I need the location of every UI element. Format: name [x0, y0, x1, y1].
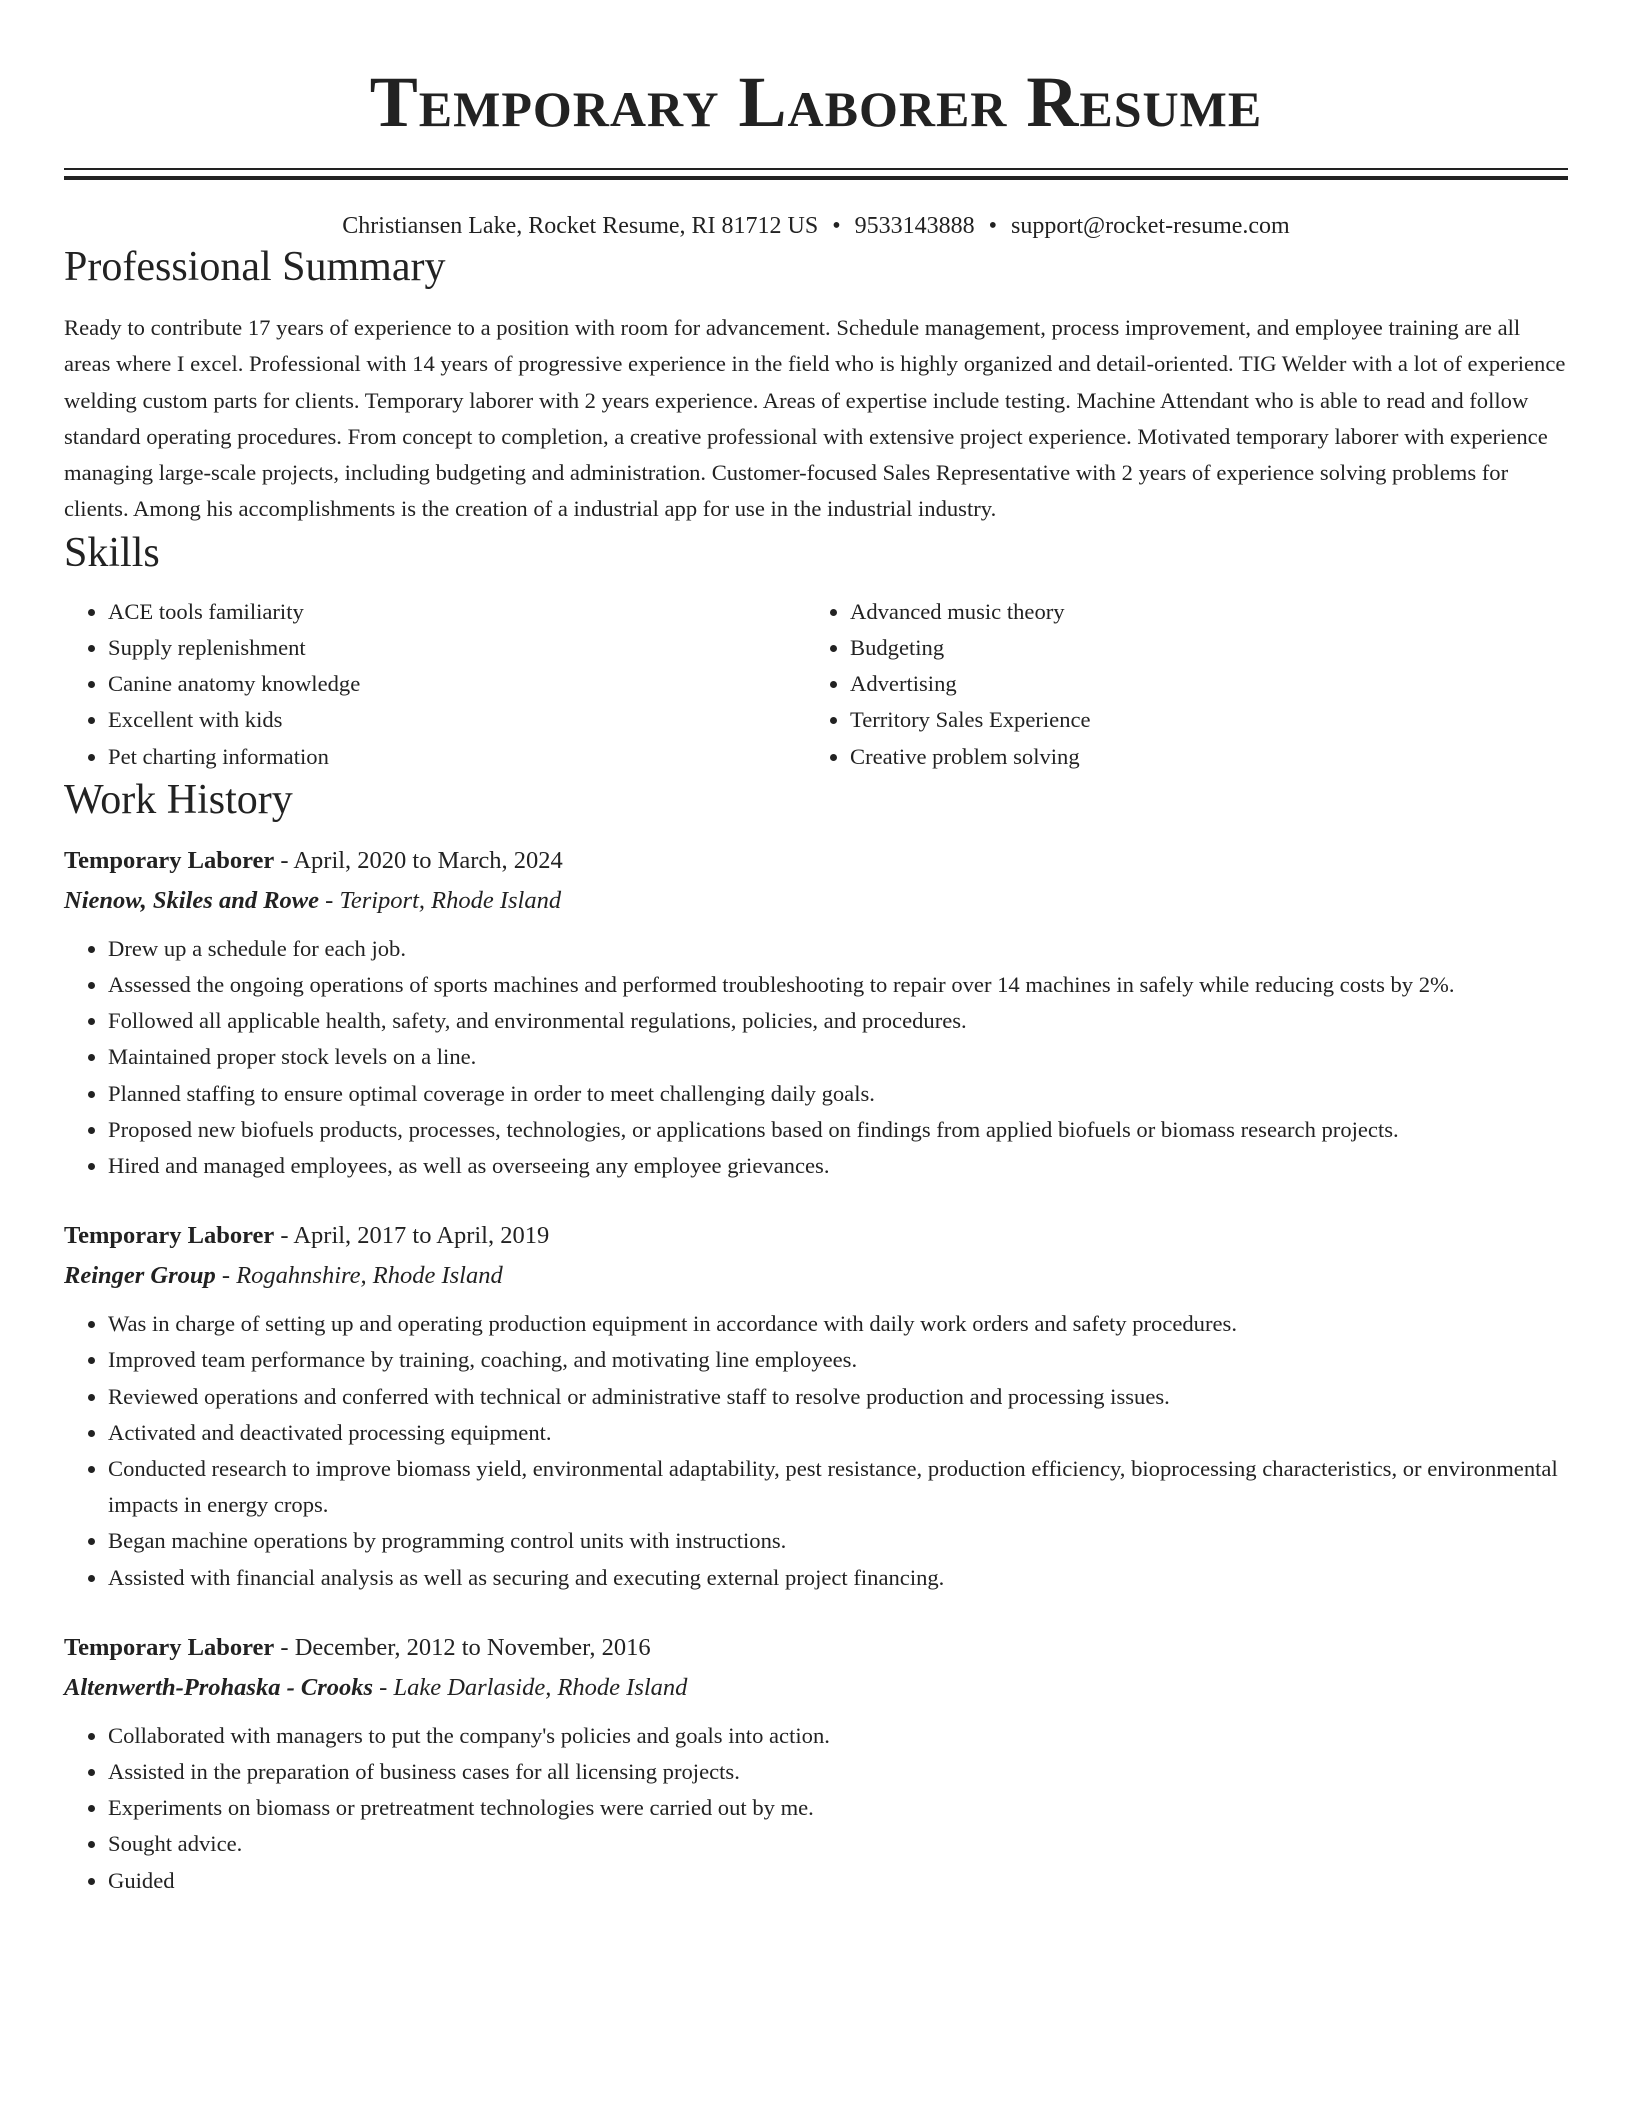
job-bullet: • Improved team performance by training, coaching, and motivating line employees.: [108, 1342, 1568, 1378]
resume-title: Temporary Laborer Resume: [369, 62, 1263, 142]
job-location: Rogahnshire, Rhode Island: [236, 1262, 503, 1290]
job-title-line: Temporary Laborer - April, 2017 to April, 2019: [64, 1222, 550, 1250]
job-bullet: • Sought advice.: [108, 1826, 1568, 1862]
contact-line: [64, 210, 1568, 242]
skills-column-left: [64, 594, 806, 775]
job-company: Reinger Group: [64, 1262, 216, 1290]
job-bullet: • Reviewed operations and conferred with technical or administrative staff to resolve production and processing issues.: [108, 1379, 1568, 1415]
title-rule-thick: [64, 176, 1568, 180]
skill-item: • Advanced music theory: [850, 594, 1548, 630]
job-company: Nienow, Skiles and Rowe: [64, 886, 320, 914]
summary-text: Ready to contribute 17 years of experience to a position with room for advancement. Schedule management, process improvement, and employee training are all areas where I excel. Professional with 14 years of progressive experience in the field who is highly organized and detail-oriented. TIG Welder with a lot of experience welding custom parts for clients. Temporary laborer with 2 years experience. Areas of expertise include testing. Machine Attendant who is able to read and follow standard operating procedures. From concept to completion, a creative professional with extensive project experience. Motivated temporary laborer with experience managing large-scale projects, including budgeting and administration. Customer-focused Sales Representative with 2 years of experience solving problems for clients. Among his accomplishments is the creation of a industrial app for use in the industrial industry.: [64, 315, 1566, 522]
job-bullet: • Assessed the ongoing operations of sports machines and performed troubleshooting to repair over 14 machines in safely while reducing costs by 2%.: [108, 967, 1568, 1003]
job-bullets: [64, 931, 1568, 1184]
job-bullet: • Guided: [108, 1863, 1568, 1899]
skill-item: • Canine anatomy knowledge: [108, 666, 806, 702]
job-dates: December, 2012 to November, 2016: [294, 1633, 651, 1661]
job-title: Temporary Laborer: [64, 846, 275, 874]
job-bullet: • Conducted research to improve biomass yield, environmental adaptability, pest resistance, production efficiency, bioprocessing characteristics, or environmental impacts in energy crops.: [108, 1451, 1568, 1523]
job-company-line: Reinger Group - Rogahnshire, Rhode Island: [64, 1262, 503, 1290]
skill-item: • Creative problem solving: [850, 739, 1548, 775]
job-company: Altenwerth-Prohaska - Crooks: [64, 1673, 374, 1701]
summary-heading: Professional Summary: [64, 244, 446, 290]
job-bullet: • Was in charge of setting up and operating production equipment in accordance with daily work orders and safety procedures.: [108, 1306, 1568, 1342]
job-bullet: • Hired and managed employees, as well as overseeing any employee grievances.: [108, 1148, 1568, 1184]
job-bullet: • Followed all applicable health, safety, and environmental regulations, policies, and procedures.: [108, 1003, 1568, 1039]
job-bullet: • Assisted with financial analysis as well as securing and executing external project financing.: [108, 1560, 1568, 1596]
skills-list: [64, 594, 1568, 775]
contact-separator: •: [832, 213, 841, 239]
job-location: Lake Darlaside, Rhode Island: [393, 1673, 688, 1701]
contact-separator: •: [988, 213, 998, 239]
job-entry: [64, 841, 1568, 1184]
job-bullet: • Assisted in the preparation of business cases for all licensing projects.: [108, 1754, 1568, 1790]
skill-item: • ACE tools familiarity: [108, 594, 806, 630]
contact-phone: 9533143888: [854, 213, 975, 239]
job-bullets: [64, 1306, 1568, 1596]
job-bullet: • Planned staffing to ensure optimal coverage in order to meet challenging daily goals.: [108, 1076, 1568, 1112]
title-rule-thin: [64, 168, 1568, 170]
skill-item: • Advertising: [850, 666, 1548, 702]
job-company-line: Altenwerth-Prohaska - Crooks - Lake Darlaside, Rhode Island: [64, 1673, 688, 1701]
job-location: Teriport, Rhode Island: [339, 886, 562, 914]
contact-address: Christiansen Lake, Rocket Resume, RI 81712 US: [342, 213, 819, 239]
job-company-line: Nienow, Skiles and Rowe - Teriport, Rhode Island: [64, 886, 562, 914]
job-entry: [64, 1216, 1568, 1596]
skill-item: • Pet charting information: [108, 739, 806, 775]
work-history-heading: Work History: [64, 776, 293, 823]
skill-item: • Budgeting: [850, 630, 1548, 666]
job-bullet: • Maintained proper stock levels on a line.: [108, 1039, 1568, 1075]
resume-page: [64, 0, 1568, 1899]
job-bullet: • Proposed new biofuels products, processes, technologies, or applications based on findings from applied biofuels or biomass research projects.: [108, 1112, 1568, 1148]
skill-item: • Excellent with kids: [108, 702, 806, 738]
skills-column-right: [806, 594, 1548, 775]
job-title: Temporary Laborer: [64, 1222, 275, 1250]
job-bullet: • Collaborated with managers to put the company's policies and goals into action.: [108, 1718, 1568, 1754]
job-title-line: Temporary Laborer - December, 2012 to November, 2016: [64, 1633, 651, 1661]
job-dates: April, 2020 to March, 2024: [293, 846, 563, 874]
job-title-line: Temporary Laborer - April, 2020 to March, 2024: [64, 846, 563, 874]
skills-heading: Skills: [64, 529, 160, 576]
job-title: Temporary Laborer: [64, 1633, 275, 1661]
skill-item: • Supply replenishment: [108, 630, 806, 666]
skill-item: • Territory Sales Experience: [850, 702, 1548, 738]
job-bullet: • Drew up a schedule for each job.: [108, 931, 1568, 967]
job-bullet: • Activated and deactivated processing equipment.: [108, 1415, 1568, 1451]
job-bullet: • Began machine operations by programming control units with instructions.: [108, 1523, 1568, 1559]
contact-email: support@rocket-resume.com: [1011, 213, 1290, 239]
job-bullets: [64, 1718, 1568, 1899]
job-bullet: • Experiments on biomass or pretreatment technologies were carried out by me.: [108, 1790, 1568, 1826]
job-dates: April, 2017 to April, 2019: [293, 1222, 550, 1250]
job-entry: [64, 1628, 1568, 1899]
